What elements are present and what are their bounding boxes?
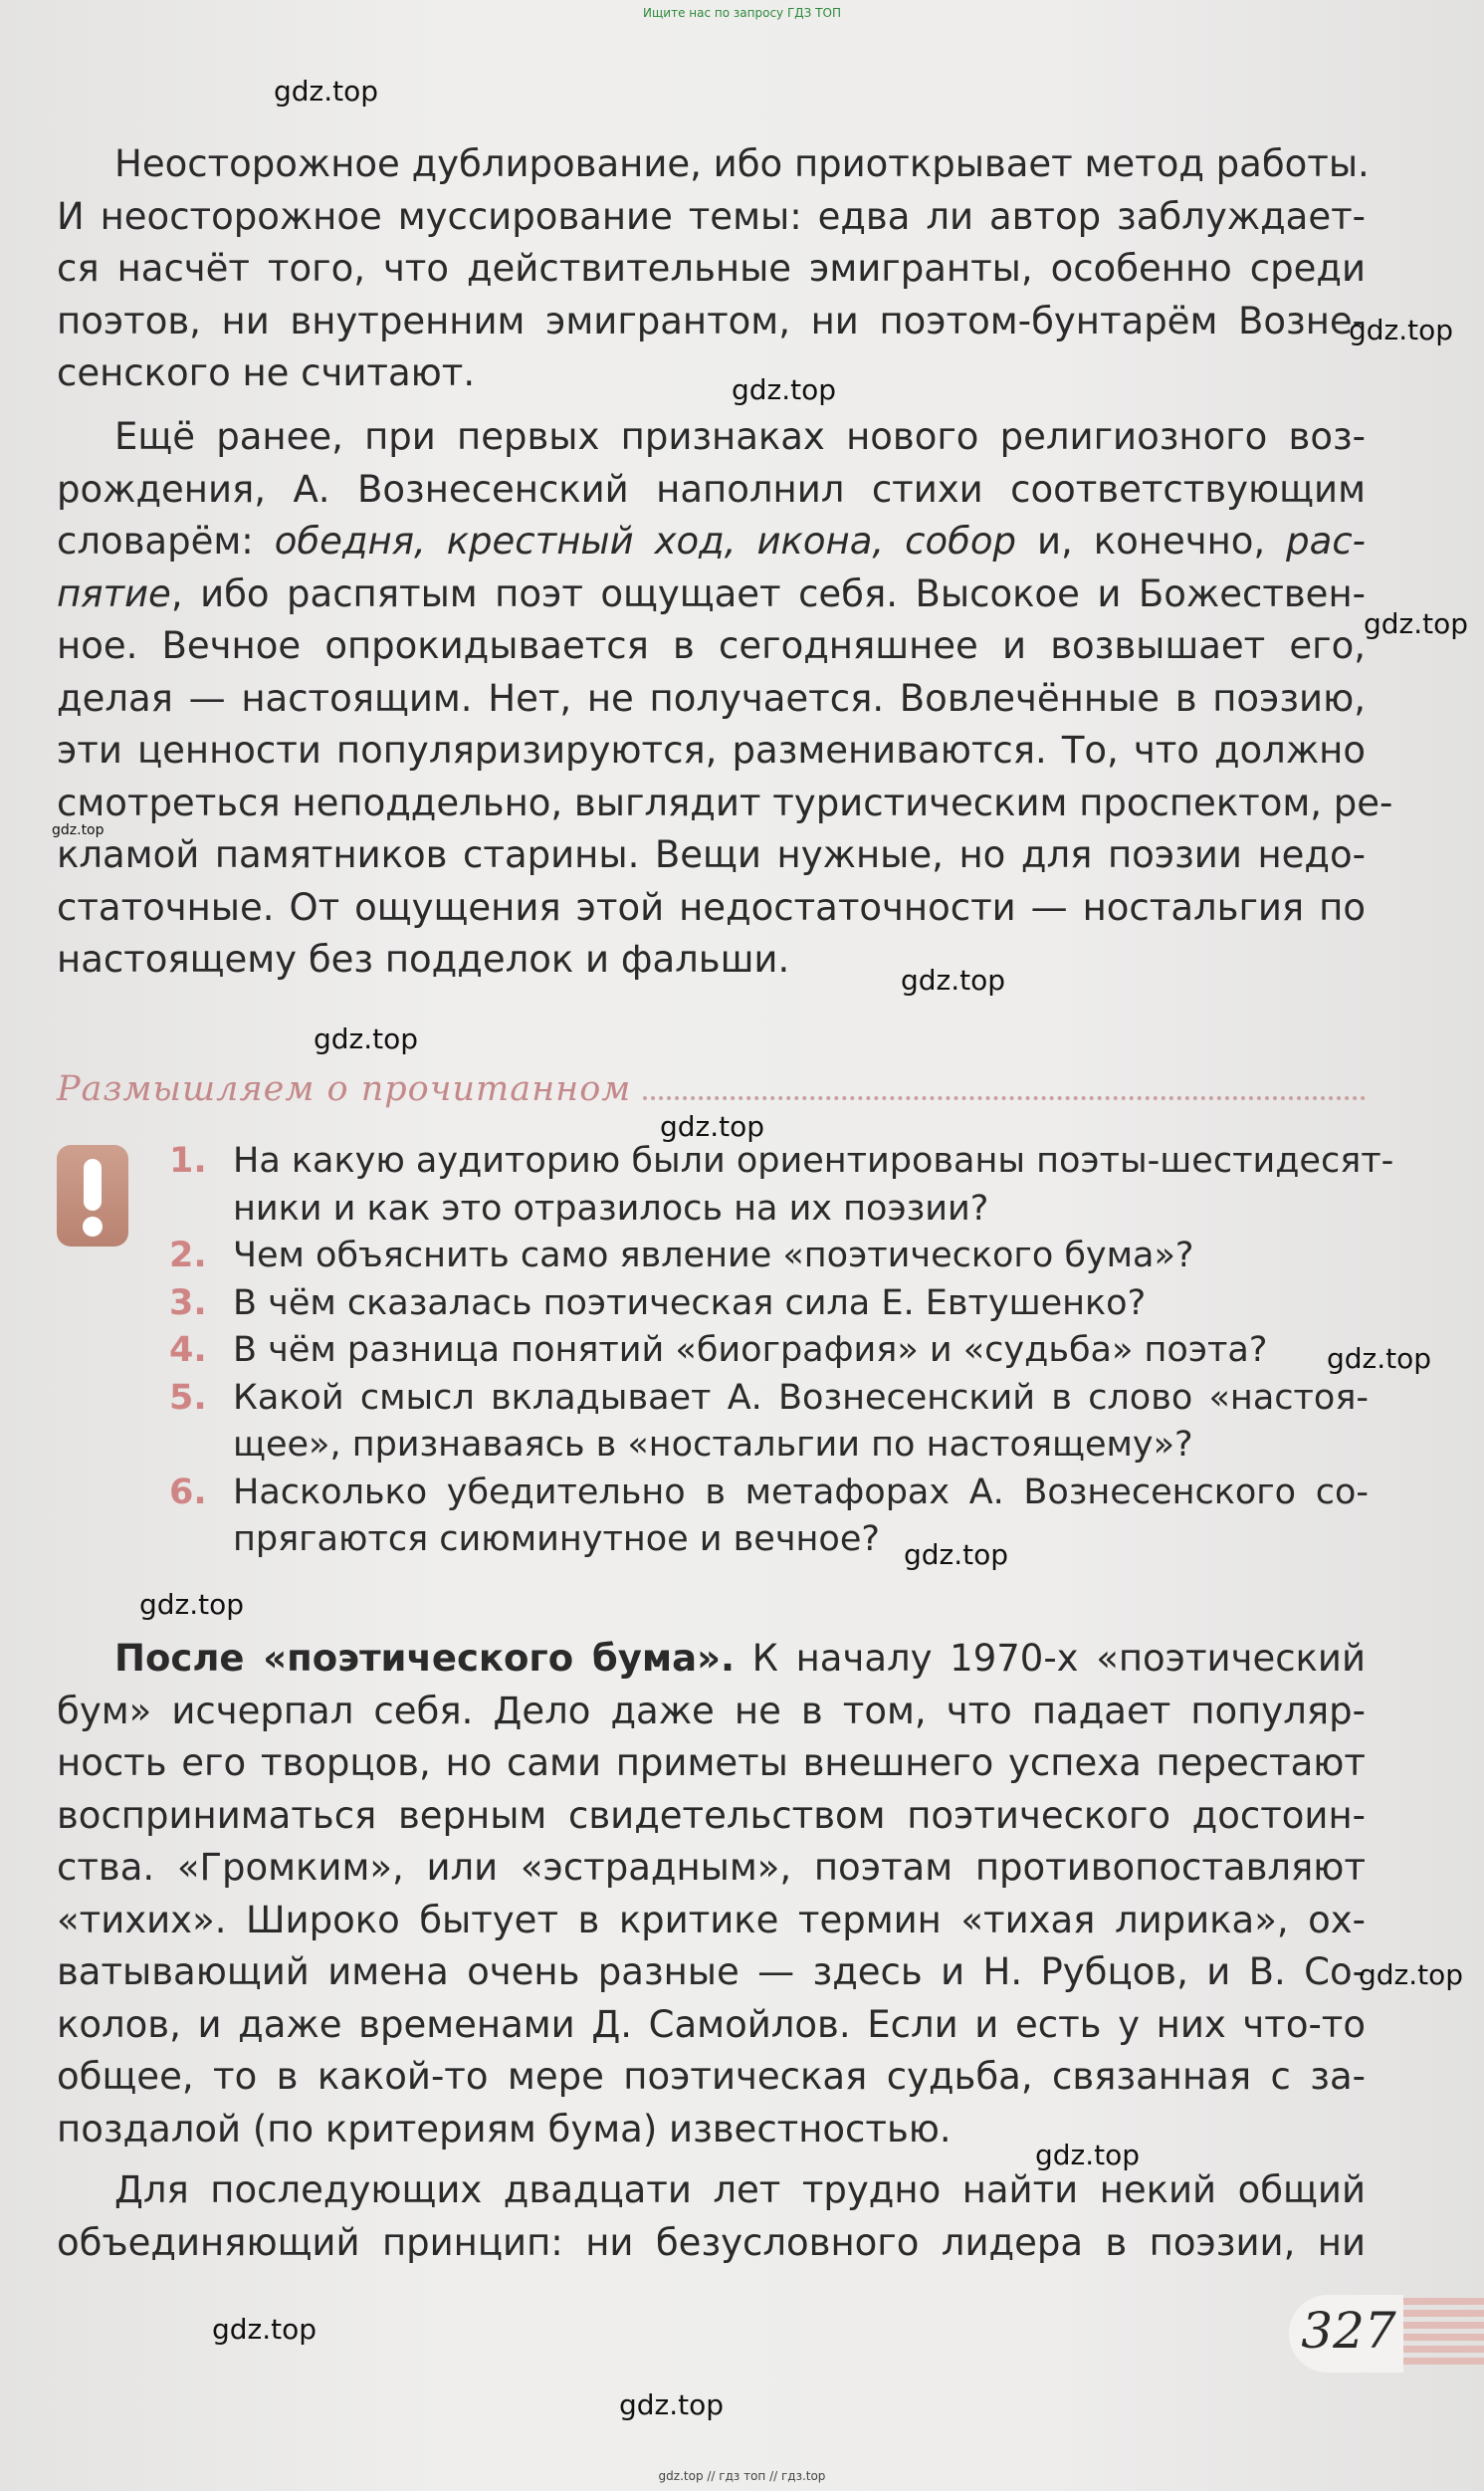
text-line: ся насчёт того, что действительные эмигранты, особенно среди (57, 247, 1366, 290)
question-item (169, 1375, 1369, 1470)
text-line: делая — настоящим. Нет, не получается. Вовлечённые в поэзию, (57, 676, 1366, 720)
text-line: рождения, А. Вознесенский наполнил стихи соответствующим (57, 467, 1366, 511)
question-number: 4. (169, 1330, 207, 1370)
question-number: 2. (169, 1236, 207, 1275)
question-item (169, 1327, 1369, 1375)
paragraph-3 (57, 1633, 1366, 2155)
question-number: 5. (169, 1377, 207, 1418)
italic-term: пятие (57, 571, 171, 615)
watermark: gdz.top (1035, 2139, 1141, 2171)
question-item (169, 1233, 1369, 1280)
watermark: gdz.top (660, 1110, 765, 1143)
top-banner: Ищите нас по запросу ГДЗ ТОП (643, 6, 841, 20)
text-line (57, 516, 1366, 568)
section-divider (643, 1096, 1366, 1100)
section-title: Размышляем о прочитанном (57, 1069, 632, 1109)
text-line: колов, и даже временами Д. Самойлов. Если и есть у них что-то (57, 2002, 1366, 2046)
text-line: И неосторожное муссирование темы: едва ли автор заблуждает- (57, 194, 1366, 238)
italic-terms: обедня, крестный ход, икона, собор (274, 520, 1017, 563)
bottom-banner: gdz.top // гдз топ // гдз.top (658, 2469, 826, 2483)
question-line: На какую аудиторию были ориентированы поэты-шестидесят- (233, 1141, 1394, 1181)
watermark: gdz.top (212, 2313, 318, 2346)
text-line: сенского не считают. (57, 351, 476, 394)
paragraph-1 (57, 138, 1370, 400)
watermark: gdz.top (619, 2388, 725, 2421)
text-line: ватывающий имена очень разные — здесь и Н. Рубцов, и В. Со- (57, 1950, 1366, 1993)
watermark: gdz.top (1349, 314, 1454, 346)
watermark: gdz.top (732, 373, 837, 406)
text-line: поздалой (по критериям бума) известностью. (57, 2107, 952, 2151)
text-line: Ещё ранее, при первых признаках нового религиозного воз- (114, 415, 1366, 458)
text-line: статочные. От ощущения этой недостаточности — ностальгия по (57, 885, 1366, 929)
text-line: ное. Вечное опрокидывается в сегодняшнее и возвышает его, (57, 624, 1366, 667)
question-number: 3. (169, 1282, 207, 1323)
text-run: , ибо распятым поэт ощущает себя. Высокое и Божествен- (170, 571, 1366, 615)
question-line: ники и как это отразилось на их поэзии? (233, 1188, 989, 1229)
watermark: gdz.top (1364, 607, 1469, 640)
text-run: К началу 1970-х «поэтический (735, 1637, 1366, 1680)
question-line: Насколько убедительно в метафорах А. Вознесенского со- (233, 1472, 1369, 1512)
watermark: gdz.top (1327, 1342, 1432, 1375)
text-line: Для последующих двадцати лет трудно найти некий общий (114, 2168, 1366, 2211)
text-line: бум» исчерпал себя. Дело даже не в том, что падает популяр- (57, 1689, 1366, 1732)
text-line (57, 568, 1366, 621)
watermark: gdz.top (904, 1538, 1009, 1571)
question-number: 6. (169, 1472, 207, 1512)
text-line: объединяющий принцип: ни безусловного лидера в поэзии, ни (57, 2220, 1366, 2264)
watermark: gdz.top (901, 964, 1006, 997)
watermark: gdz.top (139, 1588, 245, 1621)
question-line: прягаются сиюминутное и вечное? (233, 1519, 880, 1559)
text-run: и, конечно, (1016, 520, 1287, 563)
italic-term: рас- (1286, 520, 1367, 563)
question-line: Какой смысл вкладывает А. Вознесенский в слово «настоя- (233, 1377, 1369, 1418)
text-line: настоящему без подделок и фальши. (57, 938, 790, 981)
text-line (57, 1633, 1366, 1686)
page-number: 327 (1301, 2302, 1396, 2360)
text-line: «тихих». Широко бытует в критике термин «тихая лирика», ох- (57, 1898, 1366, 1941)
text-line: ства. «Громким», или «эстрадным», поэтам противопоставляют (57, 1846, 1366, 1889)
text-line: ность его творцов, но сами приметы внешнего успеха перестают (57, 1741, 1366, 1784)
text-line: Неосторожное дублирование, ибо приоткрывает метод работы. (114, 142, 1370, 185)
question-number: 1. (169, 1141, 207, 1181)
question-line: В чём разница понятий «биография» и «судьба» поэта? (233, 1330, 1268, 1370)
text-line: эти ценности популяризируются, размениваются. То, что должно (57, 729, 1366, 772)
watermark: gdz.top (314, 1022, 419, 1055)
text-line: поэтов, ни внутренним эмигрантом, ни поэтом-бунтарём Возне- (57, 299, 1366, 342)
text-run: словарём: (57, 520, 275, 563)
exclamation-icon (57, 1145, 128, 1246)
question-item (169, 1280, 1369, 1328)
text-line: смотреться неподдельно, выглядит туристическим проспектом, ре- (57, 781, 1393, 824)
watermark: gdz.top (1359, 1958, 1464, 1991)
question-item (169, 1138, 1394, 1233)
text-line: кламой памятников старины. Вещи нужные, но для поэзии недо- (57, 833, 1366, 876)
paragraph-4 (57, 2164, 1366, 2269)
paragraph-heading: После «поэтического бума». (114, 1637, 736, 1680)
paragraph-2 (57, 411, 1393, 987)
watermark: gdz.top (52, 822, 105, 838)
question-line: щее», признаваясь в «ностальгии по настоящему»? (233, 1425, 1193, 1465)
text-line: общее, то в какой-то мере поэтическая судьба, связанная с за- (57, 2055, 1366, 2098)
watermark: gdz.top (274, 75, 379, 108)
text-line: восприниматься верным свидетельством поэтического достоин- (57, 1793, 1366, 1837)
section-header (57, 1065, 1366, 1113)
question-line: Чем объяснить само явление «поэтического бума»? (233, 1236, 1194, 1275)
question-item (169, 1470, 1369, 1564)
question-line: В чём сказалась поэтическая сила Е. Евтушенко? (233, 1282, 1147, 1323)
